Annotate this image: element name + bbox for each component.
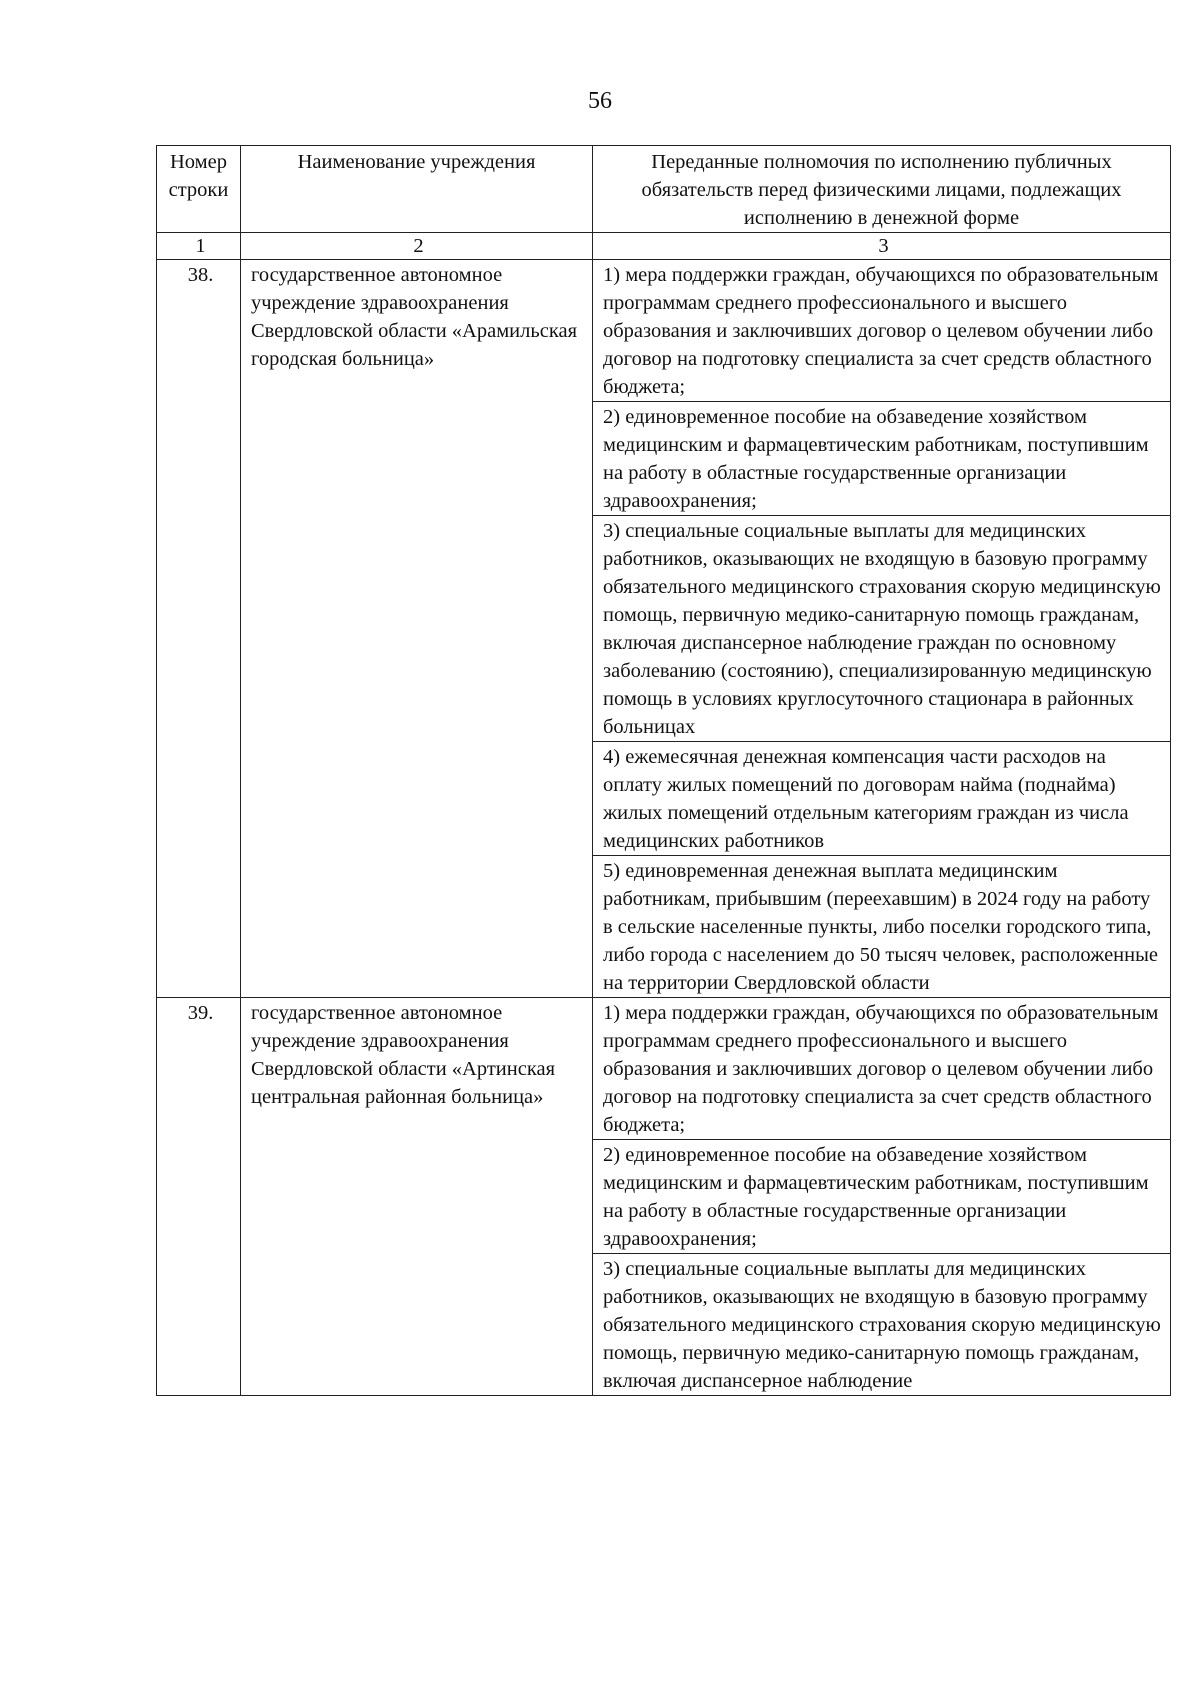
page-number: 56 (588, 88, 612, 114)
table-row-39 (157, 998, 1171, 1140)
obligation-item: 3) специальные социальные выплаты для медицинских работников, оказывающих не входящую в базовую программу обязательного медицинского страхования скорую медицинскую помощь, первичную медико-санитарную помощь гражданам, включая диспансерное наблюдение (593, 1254, 1171, 1396)
column-index-2: 2 (241, 233, 593, 260)
header-institution-name: Наименование учреждения (241, 146, 593, 233)
row-number: 38. (157, 260, 241, 998)
column-index-3: 3 (593, 233, 1171, 260)
obligation-item: 3) специальные социальные выплаты для медицинских работников, оказывающих не входящую в базовую программу обязательного медицинского страхования скорую медицинскую помощь, первичную медико-санитарную помощь гражданам, включая диспансерное наблюдение граждан по основному заболеванию (состоянию), специализированную медицинскую помощь в условиях круглосуточного стационара в районных больницах (593, 516, 1171, 742)
table-row-38 (157, 260, 1171, 402)
obligation-item: 1) мера поддержки граждан, обучающихся по образовательным программам среднего профессионального и высшего образования и заключивших договор о целевом обучении либо договор на подготовку специалиста за счет средств областного бюджета; (593, 998, 1171, 1140)
obligation-item: 5) единовременная денежная выплата медицинским работникам, прибывшим (переехавшим) в 2024 году на работу в сельские населенные пункты, либо поселки городского типа, либо города с населением до 50 тысяч человек, расположенные на территории Свердловской области (593, 856, 1171, 998)
obligation-item: 2) единовременное пособие на обзаведение хозяйством медицинским и фармацевтическим работникам, поступившим на работу в областные государственные организации здравоохранения; (593, 402, 1171, 516)
table-header-row (157, 146, 1171, 233)
institution-name: государственное автономное учреждение здравоохранения Свердловской области «Арамильская городская больница» (241, 260, 593, 998)
column-index-1: 1 (157, 233, 241, 260)
obligation-item: 2) единовременное пособие на обзаведение хозяйством медицинским и фармацевтическим работникам, поступившим на работу в областные государственные организации здравоохранения; (593, 1140, 1171, 1254)
obligation-item: 4) ежемесячная денежная компенсация части расходов на оплату жилых помещений по договорам найма (поднайма) жилых помещений отдельным категориям граждан из числа медицинских работников (593, 742, 1171, 856)
header-obligations: Переданные полномочия по исполнению публичных обязательств перед физическими лицами, подлежащих исполнению в денежной форме (593, 146, 1171, 233)
header-row-number: Номер строки (157, 146, 241, 233)
column-index-row (157, 233, 1171, 260)
obligation-item: 1) мера поддержки граждан, обучающихся по образовательным программам среднего профессионального и высшего образования и заключивших договор о целевом обучении либо договор на подготовку специалиста за счет средств областного бюджета; (593, 260, 1171, 402)
obligations-table (156, 145, 1171, 1396)
institution-name: государственное автономное учреждение здравоохранения Свердловской области «Артинская центральная районная больница» (241, 998, 593, 1396)
row-number: 39. (157, 998, 241, 1396)
